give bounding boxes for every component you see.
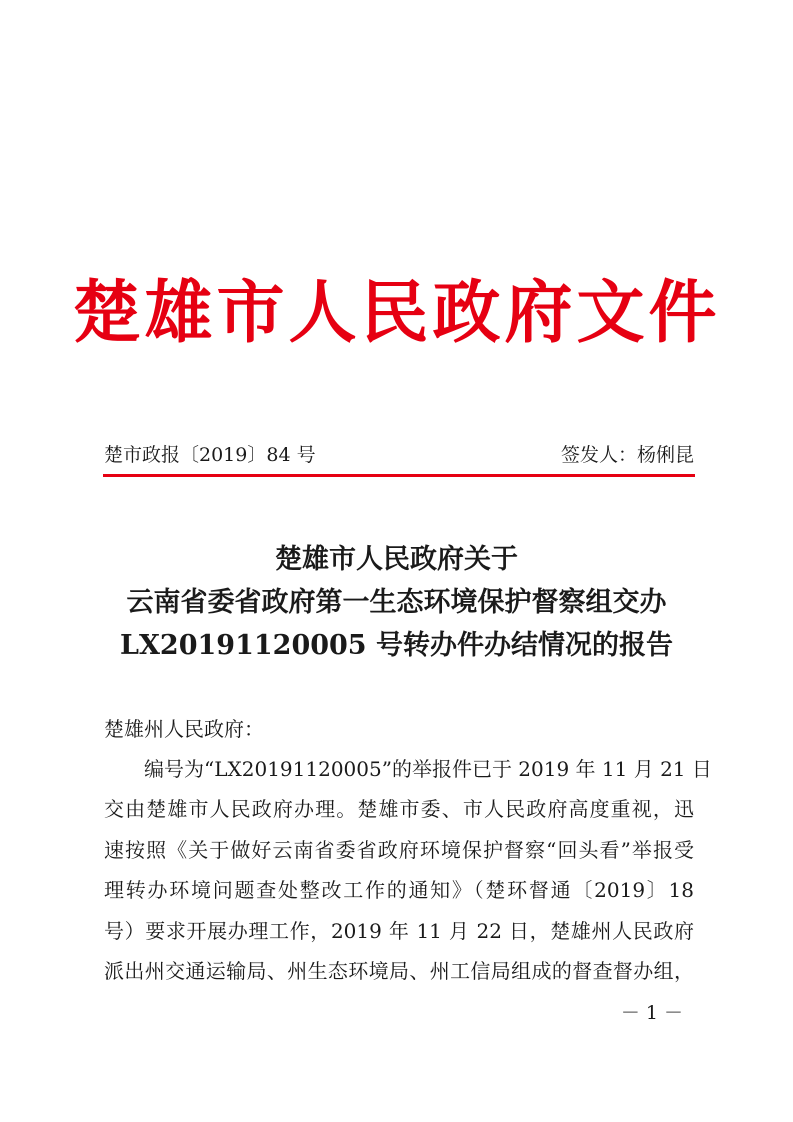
body-text — [104, 749, 712, 991]
title-line: 云南省委省政府第一生态环境保护督察组交办 — [126, 587, 667, 618]
title-line: LX20191120005 号转办件办结情况的报告 — [120, 630, 673, 661]
body-line: 交由楚雄市人民政府办理。楚雄市委、市人民政府高度重视，迅 — [104, 797, 694, 822]
body-line: 理转办环境问题查处整改工作的通知》（楚环督通〔2019〕18 — [104, 878, 694, 903]
body-line: 编号为“LX20191120005”的举报件已于 2019 年 11 月 21 日 — [144, 757, 712, 781]
signer: 签发人：杨俐昆 — [560, 444, 694, 466]
body-line: 号）要求开展办理工作，2019 年 11 月 22 日，楚雄州人民政府 — [104, 918, 694, 943]
salutation: 楚雄州人民政府： — [104, 717, 264, 741]
document-meta-row — [104, 440, 694, 470]
body-line: 派出州交通运输局、州生态环境局、州工信局组成的督查督办组， — [104, 958, 694, 983]
letterhead-divider — [103, 474, 695, 477]
letterhead-title: 楚雄市人民政府文件 — [72, 273, 721, 353]
page-number: － 1 － — [620, 1002, 683, 1024]
body-line: 速按照《关于做好云南省委省政府环境保护督察“回头看”举报受 — [104, 837, 694, 862]
document-title — [0, 538, 793, 667]
document-number: 楚市政报〔2019〕84 号 — [104, 444, 316, 466]
title-line: 楚雄市人民政府关于 — [275, 544, 518, 575]
